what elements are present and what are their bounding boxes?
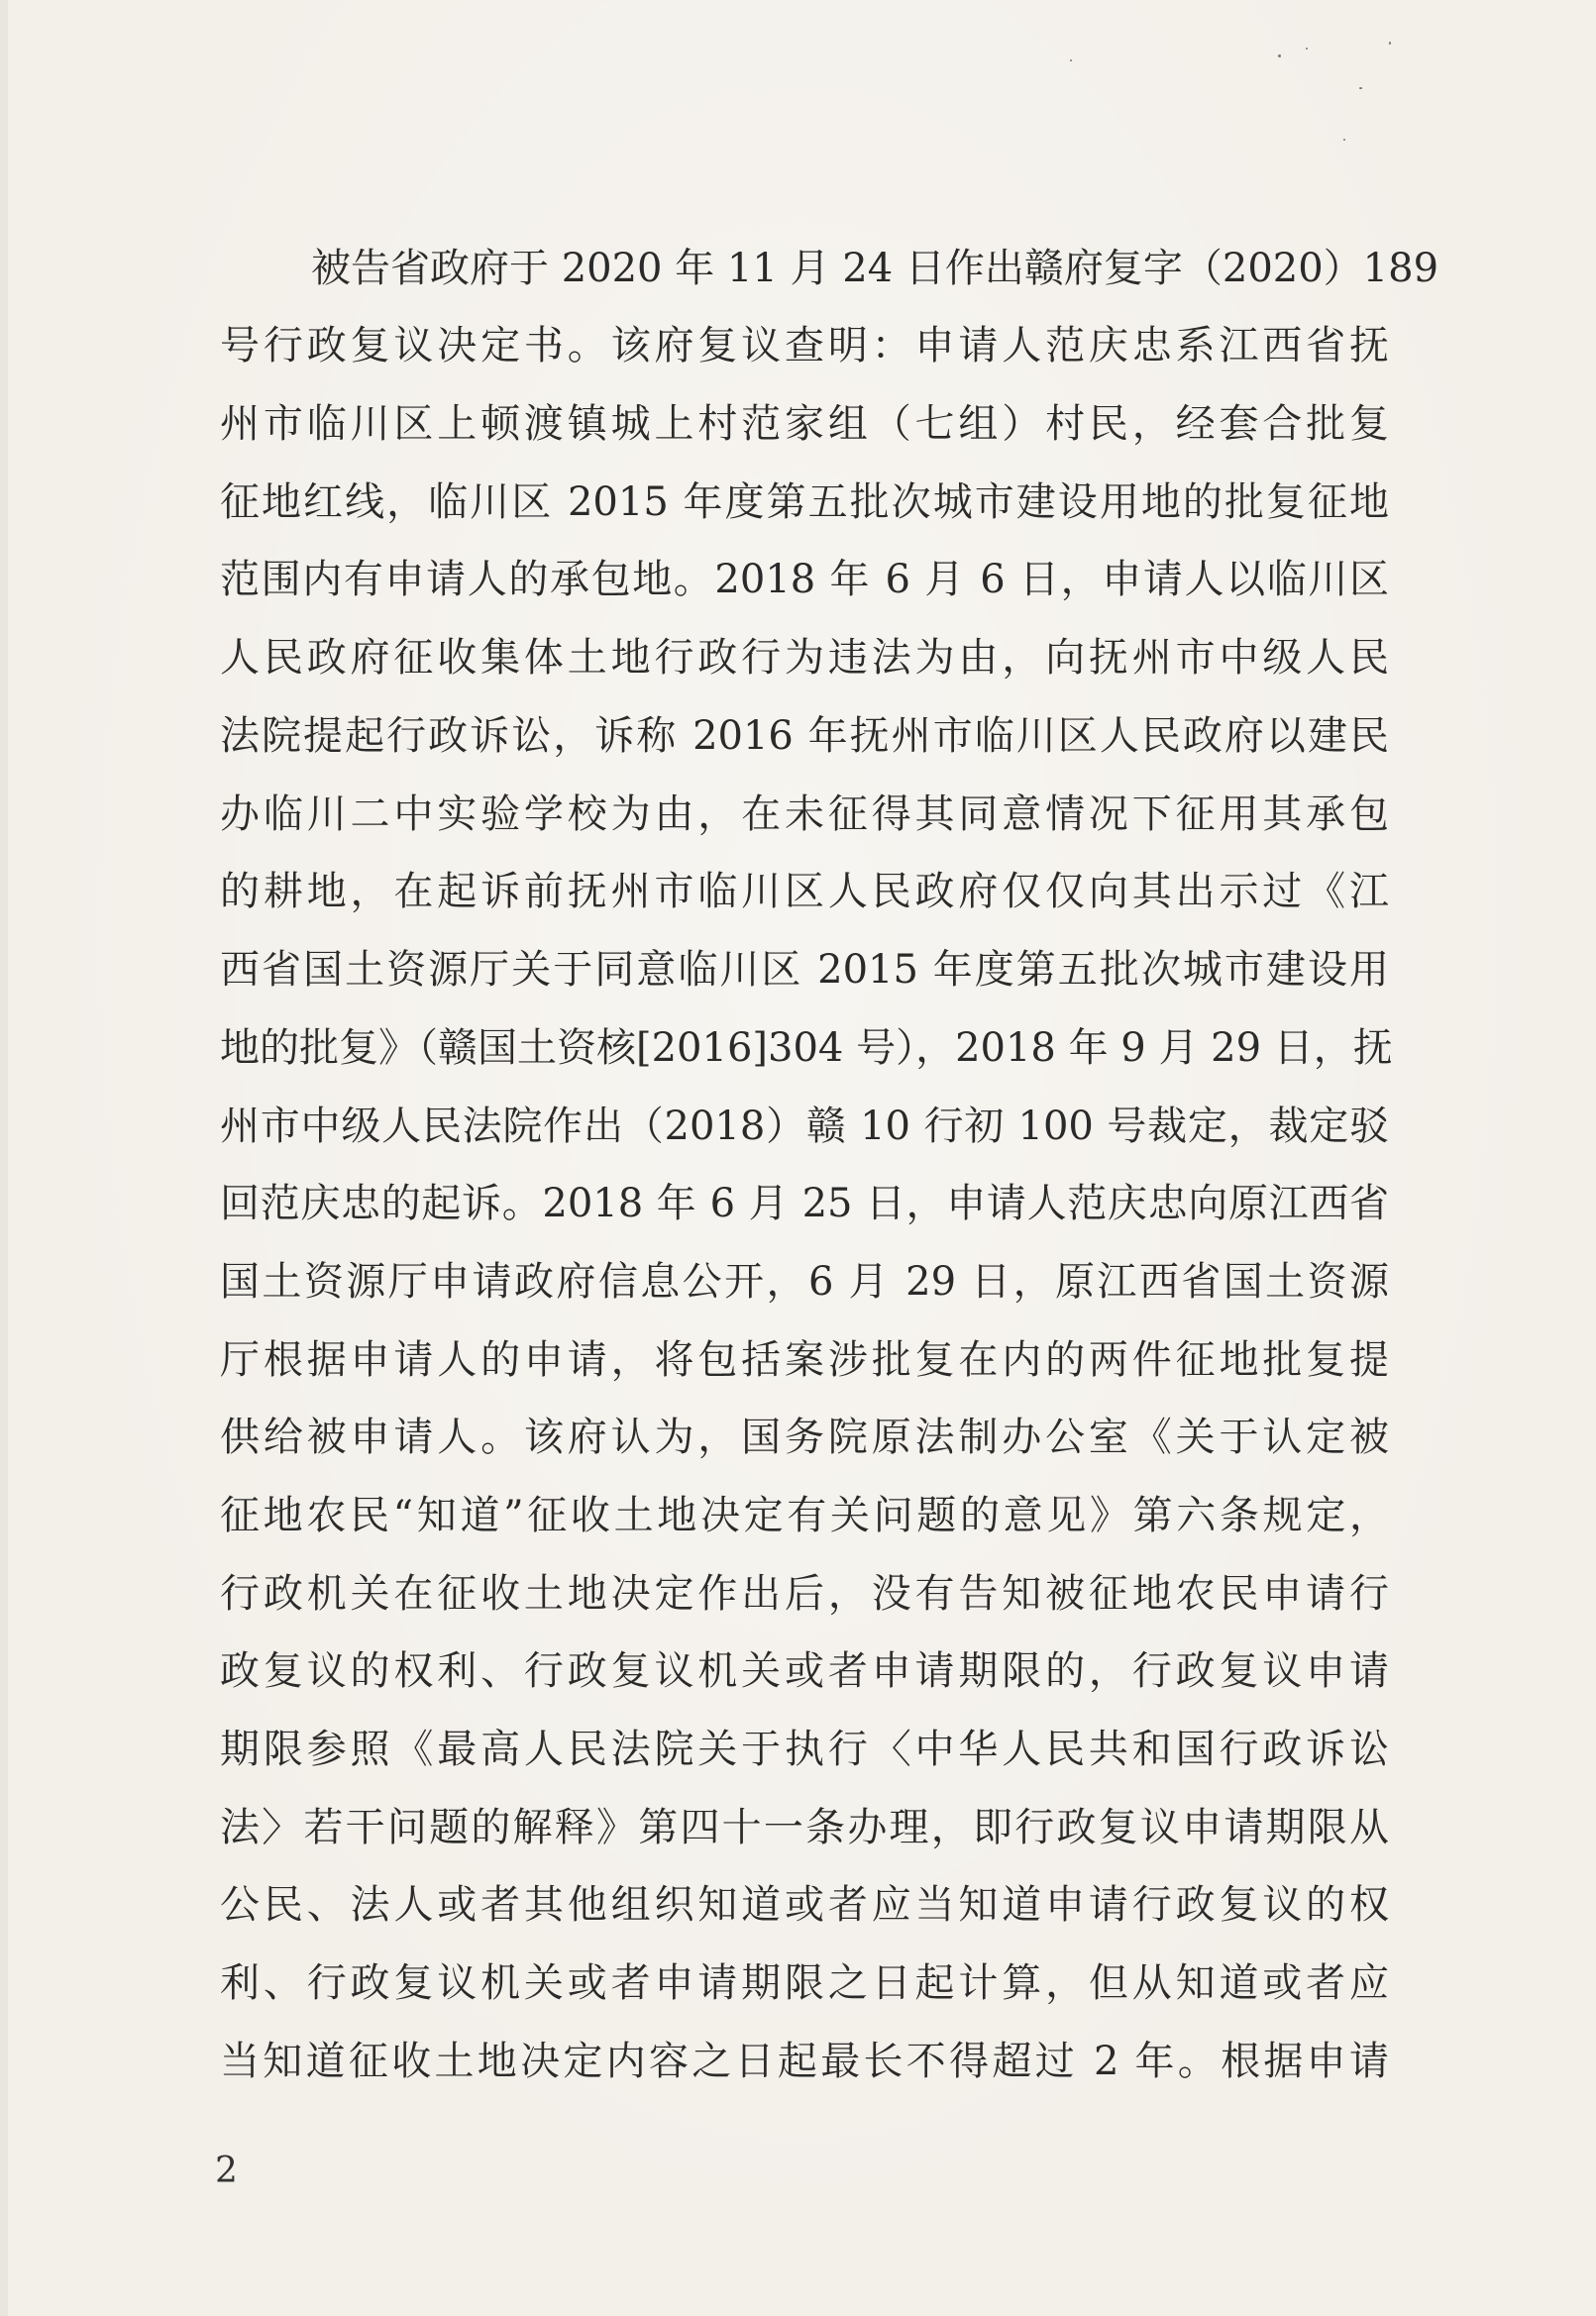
text-line: 的耕地，在起诉前抚州市临川区人民政府仅仅向其出示过《江 [220,869,1389,914]
text-line: 法院提起行政诉讼，诉称 2016 年抚州市临川区人民政府以建民 [220,713,1389,759]
scan-speck [1359,87,1362,89]
text-line: 公民、法人或者其他组织知道或者应当知道申请行政复议的权 [220,1882,1389,1928]
text-line: 州市中级人民法院作出（2018）赣 10 行初 100 号裁定，裁定驳 [220,1104,1389,1149]
text-line: 厅根据申请人的申请，将包括案涉批复在内的两件征地批复提 [220,1337,1389,1383]
text-line: 号行政复议决定书。该府复议查明：申请人范庆忠系江西省抚 [220,323,1389,368]
text-line: 州市临川区上顿渡镇城上村范家组（七组）村民，经套合批复 [220,401,1389,447]
text-line: 回范庆忠的起诉。2018 年 6 月 25 日，申请人范庆忠向原江西省 [220,1181,1389,1226]
scan-speck [1070,59,1072,61]
text-line: 政复议的权利、行政复议机关或者申请期限的，行政复议申请 [220,1648,1389,1694]
scan-speck [1343,139,1345,141]
text-line: 行政机关在征收土地决定作出后，没有告知被征地农民申请行 [220,1571,1389,1617]
text-line: 人民政府征收集体土地行政行为违法为由，向抚州市中级人民 [220,635,1389,681]
text-line: 征地红线，临川区 2015 年度第五批次城市建设用地的批复征地 [220,479,1389,525]
scan-speck [1306,48,1308,50]
text-line: 被告省政府于 2020 年 11 月 24 日作出赣府复字（2020）189 [311,246,1439,291]
scan-speck [1389,42,1391,45]
text-line: 西省国土资源厅关于同意临川区 2015 年度第五批次城市建设用 [220,947,1389,993]
page-number: 2 [215,2151,238,2191]
text-line: 法〉若干问题的解释》第四十一条办理，即行政复议申请期限从 [220,1805,1389,1850]
text-line: 征地农民“知道”征收土地决定有关问题的意见》第六条规定， [220,1493,1389,1538]
scan-speck [1278,54,1281,57]
text-line: 地的批复》（赣国土资核[2016]304 号），2018 年 9 月 29 日，抚 [220,1025,1393,1071]
text-line: 范围内有申请人的承包地。2018 年 6 月 6 日，申请人以临川区 [220,557,1389,602]
text-line: 办临川二中实验学校为由，在未征得其同意情况下征用其承包 [220,791,1389,837]
text-line: 国土资源厅申请政府信息公开，6 月 29 日，原江西省国土资源 [220,1259,1389,1305]
text-line: 期限参照《最高人民法院关于执行〈中华人民共和国行政诉讼 [220,1727,1389,1772]
text-line: 供给被申请人。该府认为，国务院原法制办公室《关于认定被 [220,1415,1389,1460]
text-line: 利、行政复议机关或者申请期限之日起计算，但从知道或者应 [220,1960,1389,2006]
text-line: 当知道征收土地决定内容之日起最长不得超过 2 年。根据申请 [220,2039,1389,2084]
scan-edge-shadow [0,0,8,2316]
